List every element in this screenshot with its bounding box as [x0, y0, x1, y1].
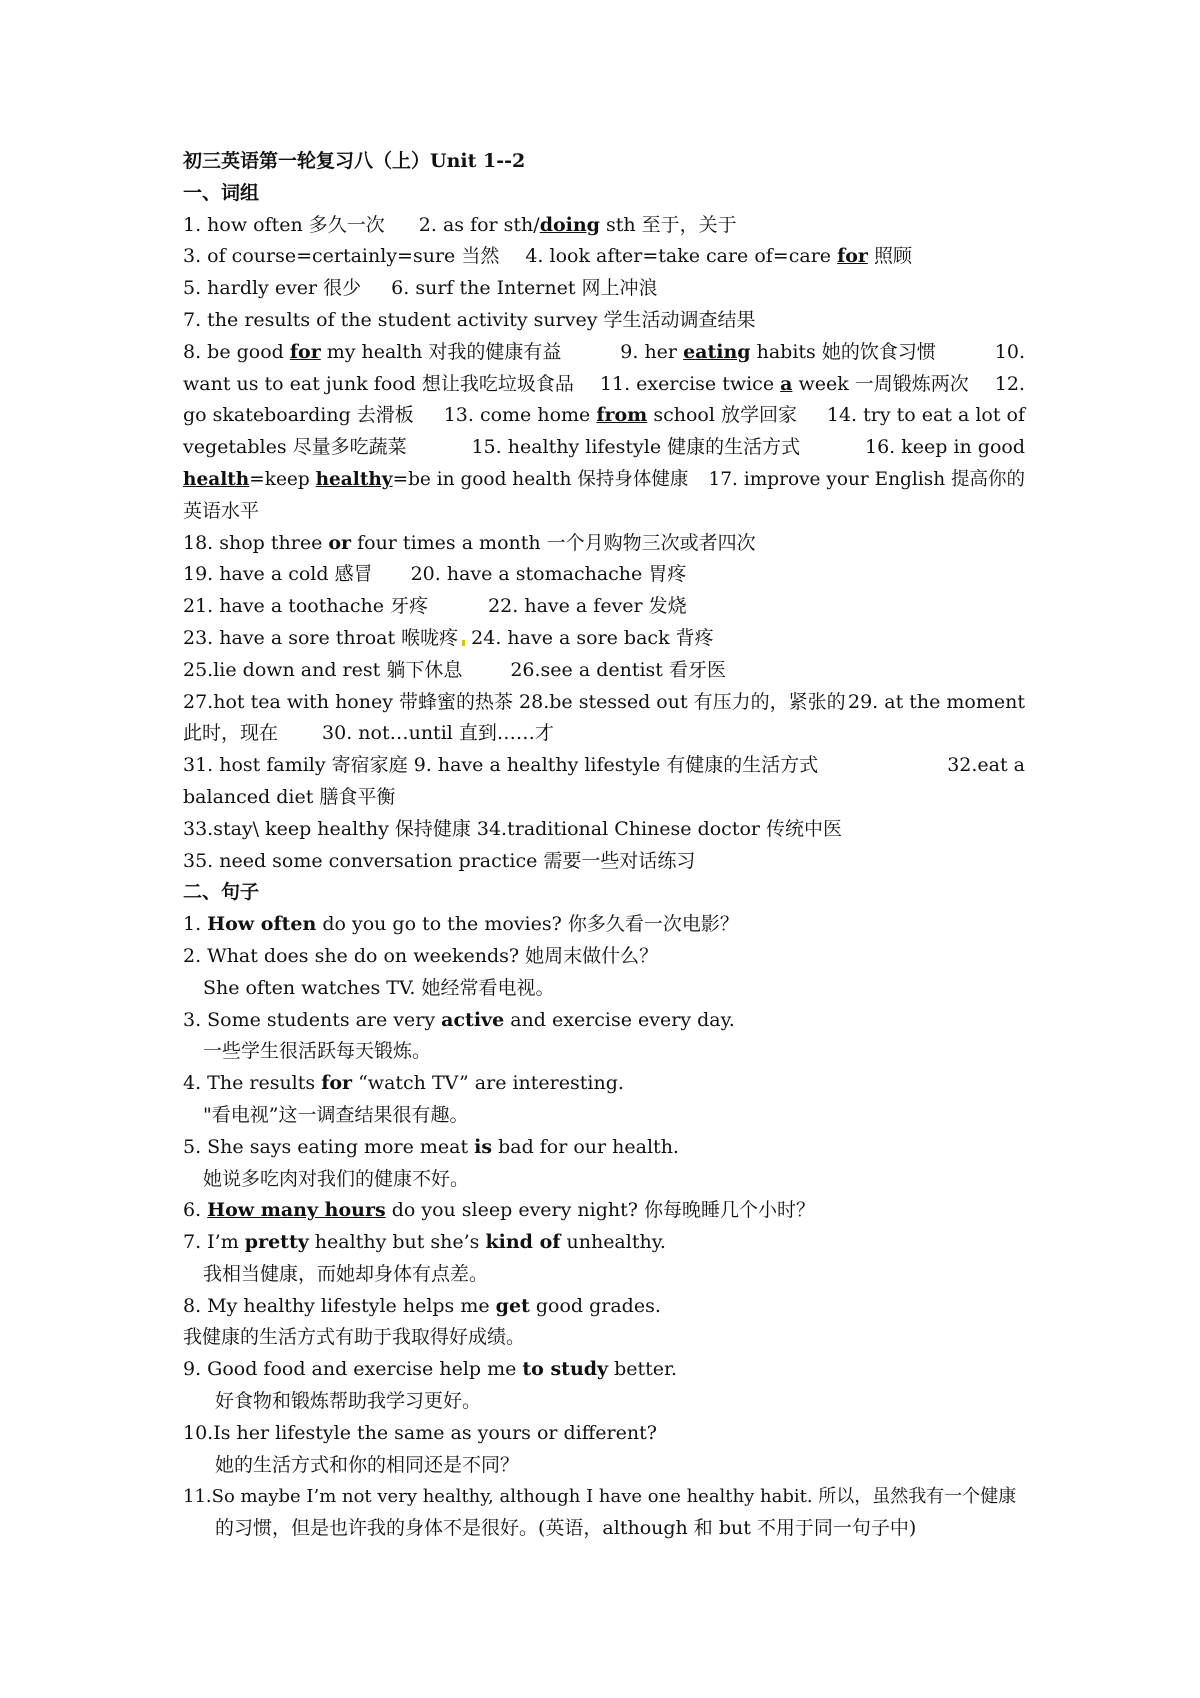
sentence-4-translation: "看电视”这一调查结果很有趣。 — [203, 1103, 469, 1126]
phrase-line-2: 3. of course=certainly=sure 当然 4. look after=take care of=care for 照顾 — [183, 245, 912, 268]
sentence-11-translation: 的习惯，但是也许我的身体不是很好。(英语，although 和 but 不用于同一句子中) — [215, 1517, 917, 1540]
phrase-line-12: 19. have a cold 感冒 20. have a stomachache 胃疼 — [183, 563, 687, 586]
phrase-line-11: 18. shop three or four times a month 一个月购物三次或者四次 — [183, 531, 756, 554]
phrase-line-21: 35. need some conversation practice 需要一些对话练习 — [183, 849, 696, 872]
phrase-line-1: 1. how often 多久一次 2. as for sth/doing sth 至于，关于 — [183, 213, 737, 236]
phrase-line-19: balanced diet 膳食平衡 — [183, 785, 396, 808]
phrase-line-8: vegetables 尽量多吃蔬菜 15. healthy lifestyle 健康的生活方式 16. keep in good — [183, 436, 1025, 459]
sentence-5: 5. She says eating more meat is bad for our health. — [183, 1135, 679, 1158]
sentence-3: 3. Some students are very active and exercise every day. — [183, 1008, 735, 1031]
sentence-2: 2. What does she do on weekends? 她周末做什么？ — [183, 944, 659, 967]
phrase-line-5: 8. be good for my health 对我的健康有益 9. her eating habits 她的饮食习惯 10. — [183, 340, 1025, 363]
phrase-line-4: 7. the results of the student activity survey 学生活动调查结果 — [183, 308, 756, 331]
section-heading-phrases: 一、词组 — [183, 181, 260, 204]
phrase-line-7: go skateboarding 去滑板 13. come home from school 放学回家 14. try to eat a lot of — [183, 404, 1025, 427]
highlight-mark — [462, 640, 465, 646]
phrase-line-18: 31. host family 寄宿家庭 9. have a healthy lifestyle 有健康的生活方式 32.eat a — [183, 754, 1025, 777]
document-page — [183, 146, 1025, 1545]
sentence-5-translation: 她说多吃肉对我们的健康不好。 — [203, 1167, 470, 1190]
sentence-3-translation: 一些学生很活跃每天锻炼。 — [203, 1040, 432, 1063]
phrase-line-16: 27.hot tea with honey 带蜂蜜的热茶 28.be stessed out 有压力的，紧张的 29. at the moment — [183, 690, 1025, 713]
section-heading-sentences: 二、句子 — [183, 881, 260, 904]
sentence-9: 9. Good food and exercise help me to study better. — [183, 1358, 678, 1381]
sentence-1: 1. How often do you go to the movies? 你多久看一次电影？ — [183, 913, 739, 936]
phrase-line-3: 5. hardly ever 很少 6. surf the Internet 网上冲浪 — [183, 277, 658, 300]
phrase-line-9: health=keep healthy=be in good health 保持身体健康 17. improve your English 提高你的 — [183, 468, 1025, 490]
phrase-line-13: 21. have a toothache 牙疼 22. have a fever 发烧 — [183, 595, 687, 618]
sentence-4: 4. The results for “watch TV” are interesting. — [183, 1072, 624, 1095]
sentence-9-translation: 好食物和锻炼帮助我学习更好。 — [215, 1390, 482, 1413]
sentence-8: 8. My healthy lifestyle helps me get good grades. — [183, 1294, 661, 1317]
sentence-8-translation: 我健康的生活方式有助于我取得好成绩。 — [183, 1326, 526, 1349]
sentence-7-translation: 我相当健康，而她却身体有点差。 — [203, 1262, 489, 1285]
sentence-10-translation: 她的生活方式和你的相同还是不同？ — [215, 1453, 520, 1476]
sentence-2-translation: She often watches TV. 她经常看电视。 — [203, 976, 555, 999]
sentence-7: 7. I’m pretty healthy but she’s kind of unhealthy. — [183, 1231, 666, 1254]
phrase-line-17: 此时，现在 30. not…until 直到……才 — [183, 722, 554, 745]
phrase-line-20: 33.stay\ keep healthy 保持健康 34.traditional Chinese doctor 传统中医 — [183, 817, 843, 840]
phrase-line-6: want us to eat junk food 想让我吃垃圾食品 11. exercise twice a week 一周锻炼两次 12. — [183, 372, 1025, 395]
sentence-10: 10.Is her lifestyle the same as yours or different? — [183, 1421, 657, 1444]
sentence-11: 11.So maybe I’m not very healthy, although I have one healthy habit. 所以，虽然我有一个健康 — [183, 1486, 1017, 1508]
phrase-line-15: 25.lie down and rest 躺下休息 26.see a dentist 看牙医 — [183, 658, 726, 681]
sentence-6: 6. How many hours do you sleep every night? 你每晚睡几个小时？ — [183, 1199, 815, 1222]
phrase-line-10: 英语水平 — [183, 499, 260, 522]
page-title: 初三英语第一轮复习八（上）Unit 1--2 — [183, 150, 526, 172]
phrase-line-14: 23. have a sore throat 喉咙疼 24. have a sore back 背疼 — [183, 626, 714, 649]
